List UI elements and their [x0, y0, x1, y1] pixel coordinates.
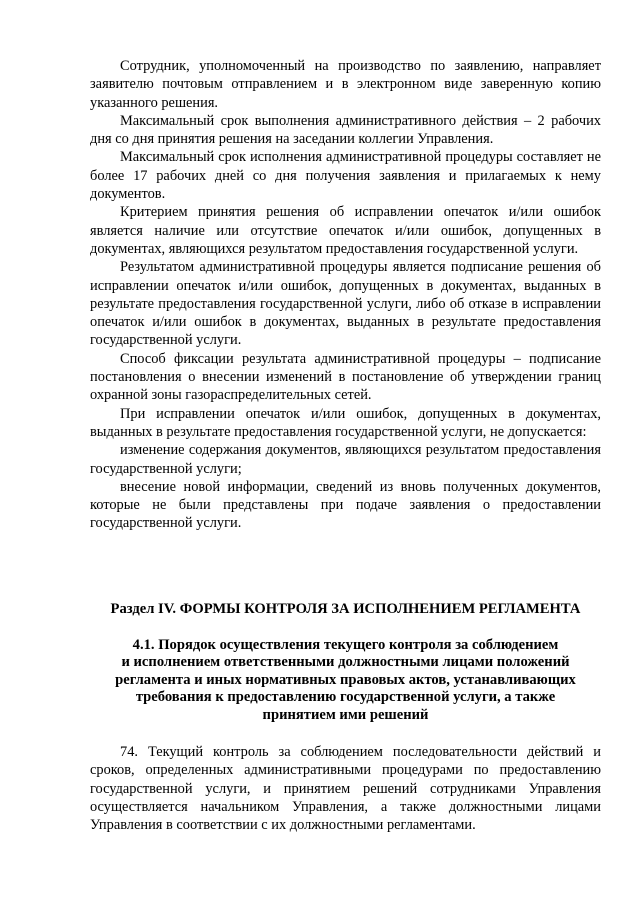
subsection-title-line: принятием ими решений — [262, 706, 429, 723]
subsection-title — [90, 637, 601, 724]
paragraph-procedure-result: Результатом административной процедуры является подписание решения об исправлении опечаток и/или ошибок, допущенных в документах, выданных в результате предоставления государственной услуги, либо об отказе в исправлении опечаток и/или ошибок в документах, выданных в результате предоставления государственной услуги. — [90, 259, 601, 349]
paragraph-content-change: изменение содержания документов, являющихся результатом предоставления государственной услуги; — [90, 442, 601, 477]
subsection-title-line: 4.1. Порядок осуществления текущего контроля за соблюдением — [132, 637, 559, 653]
subsection-title-line: регламента и иных нормативных правовых актов, устанавливающих — [115, 671, 576, 688]
body-text-lower — [90, 743, 601, 834]
paragraph-not-allowed: При исправлении опечаток и/или ошибок, допущенных в документах, выданных в результате предоставления государственной услуги, не допускается: — [90, 405, 601, 440]
subsection-title-line: и исполнением ответственными должностными лицами положений — [121, 654, 570, 671]
subsection-title-line: требования к предоставлению государственной услуги, а также — [135, 689, 556, 706]
paragraph-decision-criterion: Критерием принятия решения об исправлении опечаток и/или ошибок является наличие или отсутствие опечаток и/или ошибок, допущенных в документах, являющихся результатом предоставления государственной услуги. — [90, 204, 601, 257]
paragraph-procedure-deadline: Максимальный срок исполнения административной процедуры составляет не более 17 рабочих дней со дня получения заявления и прилагаемых к нему документов. — [90, 149, 601, 203]
section-title: Раздел IV. ФОРМЫ КОНТРОЛЯ ЗА ИСПОЛНЕНИЕМ РЕГЛАМЕНТА — [110, 601, 581, 617]
paragraph-new-information: внесение новой информации, сведений из вновь полученных документов, которые не были представлены при подаче заявления о предоставлении государственной услуги. — [90, 478, 601, 532]
paragraph-fixation-method: Способ фиксации результата административной процедуры – подписание постановления о внесении изменений в постановление об утверждении границ охранной зоны газораспределительных сетей. — [90, 350, 601, 404]
paragraph-74: 74. Текущий контроль за соблюдением последовательности действий и сроков, определенных административными процедурами по предоставлению государственной услуги, и принятием решений сотрудниками Управления осуществляется начальником Управления, а также должностными лицами Управления в соответствии с их должностными регламентами. — [90, 744, 601, 834]
body-text — [90, 57, 601, 533]
paragraph-action-deadline: Максимальный срок выполнения административного действия – 2 рабочих дня со дня принятия решения на заседании коллегии Управления. — [90, 112, 601, 148]
paragraph-notification: Сотрудник, уполномоченный на производство по заявлению, направляет заявителю почтовым отправлением и в электронном виде заверенную копию указанного решения. — [90, 58, 601, 111]
